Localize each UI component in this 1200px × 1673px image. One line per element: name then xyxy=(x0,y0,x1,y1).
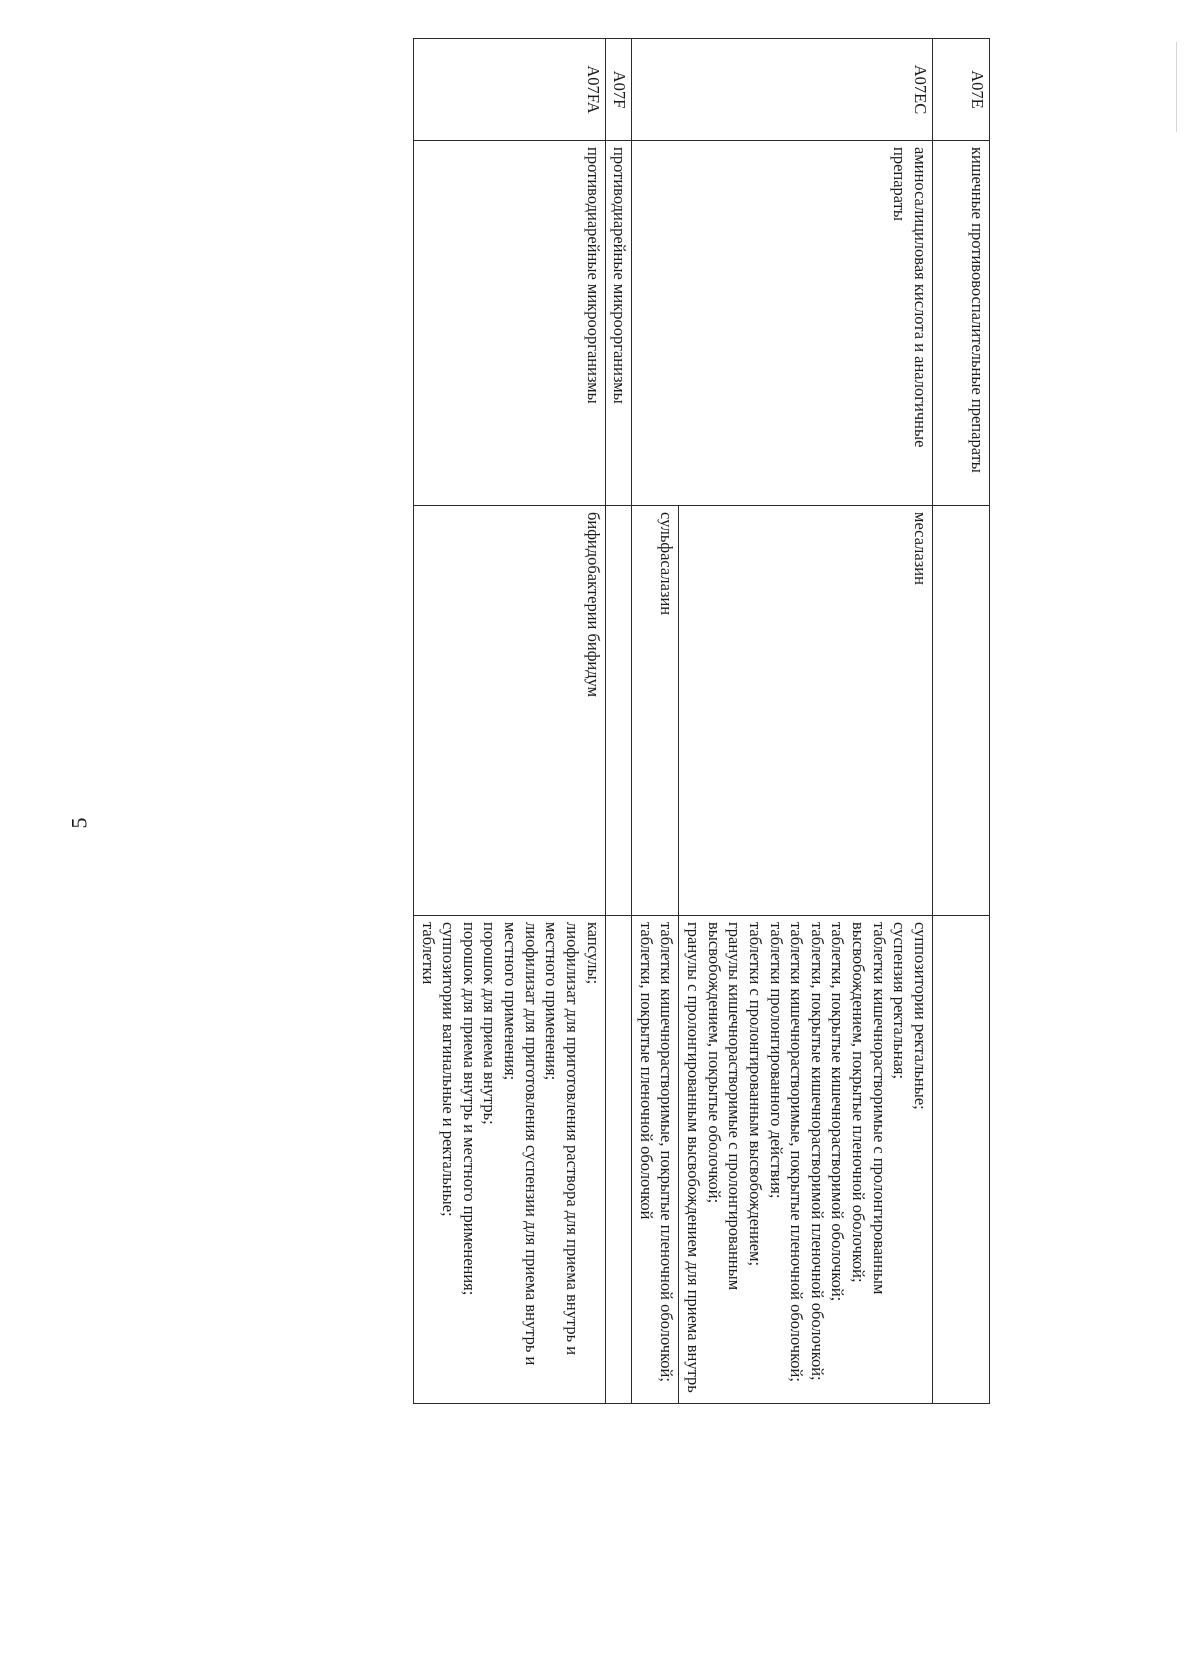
table-row xyxy=(679,39,933,1404)
dosage-form-item: таблетки, покрытые пленочной оболочкой xyxy=(636,922,656,1220)
substance-name: сульфасалазин xyxy=(632,506,679,916)
dosage-form-item: порошок для приема внутрь; xyxy=(480,922,500,1125)
dosage-form-item: таблетки кишечнорастворимые, покрытые пленочной оболочкой; xyxy=(787,922,807,1382)
dosage-form-item: таблетки xyxy=(418,922,438,985)
substance-name xyxy=(605,506,632,916)
dosage-form-item: таблетки, покрытые кишечнорастворимой оболочкой; xyxy=(828,922,848,1302)
substance-name xyxy=(933,506,990,916)
table-row xyxy=(414,39,606,1404)
dosage-form-item: лиофилизат для приготовления суспензии для приема внутрь и местного применения; xyxy=(501,922,541,1366)
dosage-form-item: порошок для приема внутрь и местного применения; xyxy=(459,922,479,1296)
atc-code: A07FA xyxy=(414,39,606,141)
group-name: аминосалициловая кислота и аналогичные препараты xyxy=(632,141,933,506)
dosage-form-item: гранулы кишечнорастворимые с пролонгированным высвобождением, покрытые оболочкой; xyxy=(704,922,745,1291)
atc-code: A07E xyxy=(933,39,990,141)
dosage-form-item: таблетки пролонгированного действия; xyxy=(766,922,786,1199)
dosage-form-item: гранулы с пролонгированным высвобождением для приема внутрь xyxy=(684,922,704,1393)
atc-code: A07F xyxy=(605,39,632,141)
group-name: противодиарейные микроорганизмы xyxy=(414,141,606,506)
atc-code: A07EC xyxy=(632,39,933,141)
group-name: кишечные противовоспалительные препараты xyxy=(933,141,990,506)
dosage-form-item: таблетки с пролонгированным высвобождением; xyxy=(746,922,765,1267)
dosage-form-item: суппозитории вагинальные и ректальные; xyxy=(439,922,459,1217)
dosage-forms xyxy=(632,916,679,1404)
dosage-forms xyxy=(679,916,933,1404)
dosage-form-item: суппозитории ректальные; xyxy=(911,922,930,1110)
table-row xyxy=(933,39,990,1404)
table-row xyxy=(605,39,632,1404)
dosage-forms xyxy=(605,916,632,1404)
dosage-forms xyxy=(414,916,606,1404)
dosage-form-item: лиофилизат для приготовления раствора для приема внутрь и местного применения; xyxy=(542,922,582,1356)
page-number: 5 xyxy=(66,817,92,829)
medication-table xyxy=(413,38,990,1404)
substance-name: месалазин xyxy=(679,506,933,916)
dosage-form-item: таблетки кишечнорастворимые с пролонгированным высвобождением, покрытые пленочной оболочкой; xyxy=(849,922,889,1295)
dosage-form-item: таблетки кишечнорастворимые, покрытые пленочной оболочкой; xyxy=(657,922,677,1382)
substance-name: бифидобактерии бифидум xyxy=(414,506,606,916)
group-name: противодиарейные микроорганизмы xyxy=(605,141,632,506)
scan-edge-mark xyxy=(1176,42,1177,132)
dosage-form-item: таблетки, покрытые кишечнорастворимой пленочной оболочкой; xyxy=(807,922,827,1381)
dosage-form-item: капсулы; xyxy=(583,922,603,985)
rotated-page-content xyxy=(130,38,990,1403)
dosage-forms xyxy=(933,916,990,1404)
dosage-form-item: суспензия ректальная; xyxy=(890,922,910,1080)
